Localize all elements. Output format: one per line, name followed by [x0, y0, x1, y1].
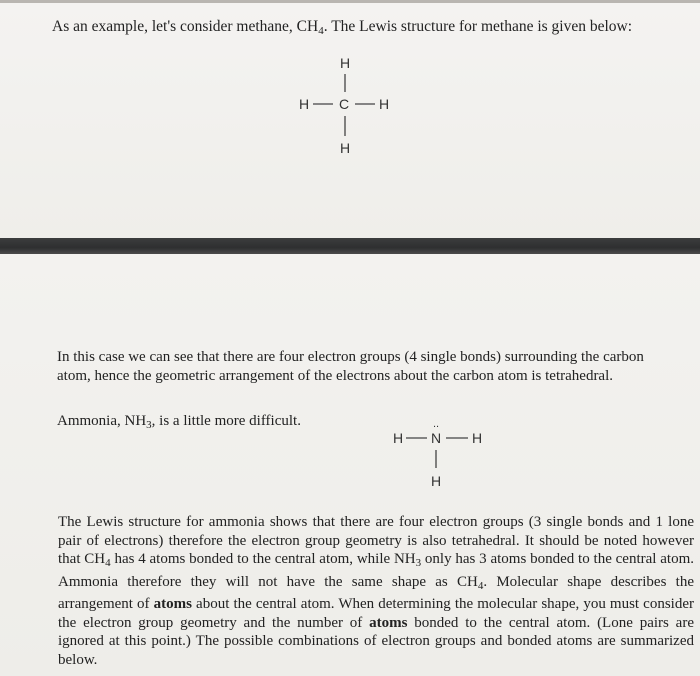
page-divider: [0, 238, 700, 254]
ammonia-h-right: H: [472, 430, 483, 446]
methane-h-bottom: H: [340, 140, 351, 156]
methane-h-right: H: [379, 96, 390, 112]
methane-h-left: H: [299, 96, 310, 112]
ammonia-h-left: H: [393, 430, 404, 446]
ammonia-lone-pair: ..: [433, 418, 440, 430]
methane-lewis-structure: [285, 52, 405, 162]
methane-h-top: H: [340, 55, 351, 71]
paragraph-ammonia-intro: Ammonia, $NH_3$, is a little more difficult.: [57, 413, 301, 431]
bold-atoms-2: atoms: [369, 614, 408, 631]
ammonia-n-center: N: [431, 430, 442, 446]
methane-c-center: C: [339, 96, 350, 112]
bold-atoms-1: atoms: [153, 596, 192, 612]
paragraph-electron-groups: In this case we can see that there are four electron groups (4 single bonds) surrounding the carbon atom, hence the geometric arrangement of the electrons about the carbon atom is tetrahedral.: [57, 349, 644, 384]
ammonia-lewis-structure: [385, 418, 495, 492]
ammonia-h-bottom: H: [431, 473, 442, 489]
paragraph-molecular-shape: The Lewis structure for ammonia shows that there are four electron groups (3 single bonds and 1 lone pair of electrons) therefore the electron group geometry is also tetrahedral. It should be noted however that $CH_4$ has 4 atoms bonded to the central atom, while $NH_3$ only has 3 atoms bonded to the central atom. Ammonia therefore they will not have the same shape as $CH_4$. Molecular shape describes the arrangement of atoms about the central atom. When determining the molecular shape, you must consider the electron group geometry and the number of atoms bonded to the central atom. (Lone pairs are ignored at this point.) The possible combinations of electron groups and bonded atoms are summarized below.: [58, 514, 694, 668]
intro-text: As an example, let's consider methane, $CH_4$. The Lewis structure for methane is given below:: [52, 18, 633, 37]
